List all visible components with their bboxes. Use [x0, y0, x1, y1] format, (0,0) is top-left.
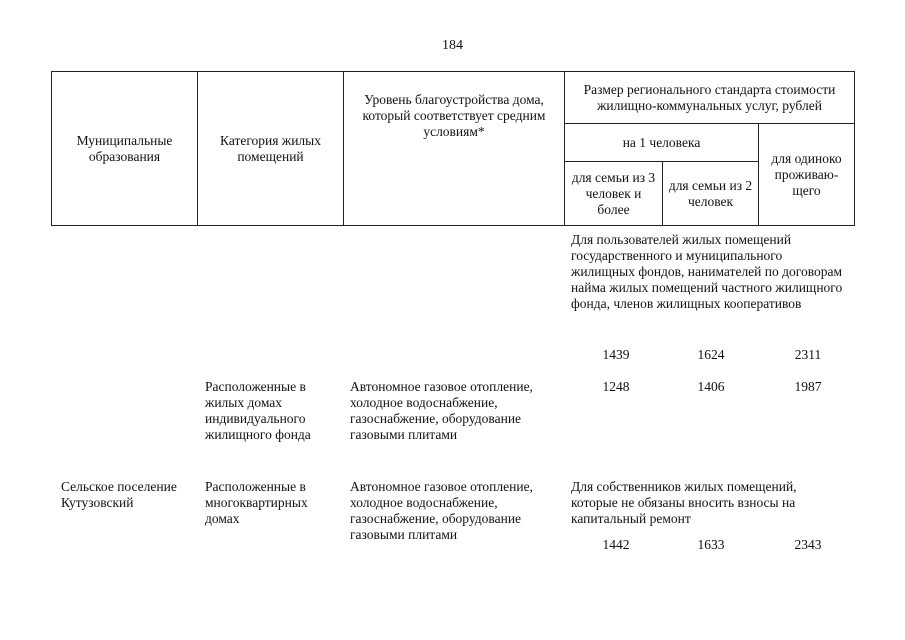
header-family3: для семьи из 3 человек и более — [565, 162, 663, 226]
header-standard: Размер регионального стандарта стоимости жилищно-коммунальных услуг, рублей — [565, 72, 855, 124]
header-level: Уровень благоустройства дома, который соответствует средним условиям* — [344, 72, 565, 226]
row-value-family3: 1442 — [602, 537, 630, 552]
row-level: Автономное газовое отопление, холодное водоснабжение, газоснабжение, оборудование газовыми плитами — [350, 479, 533, 542]
row-value-single: 1987 — [794, 379, 822, 394]
row-municipality: Сельское поселение Кутузовский — [61, 479, 177, 510]
header-single: для одиноко проживаю-щего — [759, 124, 855, 226]
header-category: Категория жилых помещений — [198, 72, 344, 226]
row-value-single: 2311 — [794, 347, 822, 362]
row-value-family2: 1624 — [697, 347, 725, 362]
table-header — [51, 71, 855, 226]
owners-section-note: Для собственников жилых помещений, которые не обязаны вносить взносы на капитальный ремонт — [571, 479, 797, 526]
row-level: Автономное газовое отопление, холодное водоснабжение, газоснабжение, оборудование газовыми плитами — [350, 379, 533, 442]
row-value-family2: 1406 — [697, 379, 725, 394]
row-value-family2: 1633 — [697, 537, 725, 552]
header-per-person: на 1 человека — [565, 124, 759, 162]
header-family2: для семьи из 2 человек — [663, 162, 759, 226]
header-municipality: Муниципальные образования — [52, 72, 198, 226]
row-value-family3: 1439 — [602, 347, 630, 362]
row-category: Расположенные в многоквартирных домах — [205, 479, 308, 526]
row-value-single: 2343 — [794, 537, 822, 552]
users-section-note: Для пользователей жилых помещений государственного и муниципального жилищных фондов, нанимателей по договорам найма жилых помещений частного жилищного фонда, членов жилищных кооперативов — [571, 232, 843, 311]
page-number: 184 — [442, 38, 463, 53]
row-value-family3: 1248 — [602, 379, 630, 394]
row-category: Расположенные в жилых домах индивидуального жилищного фонда — [205, 379, 311, 442]
